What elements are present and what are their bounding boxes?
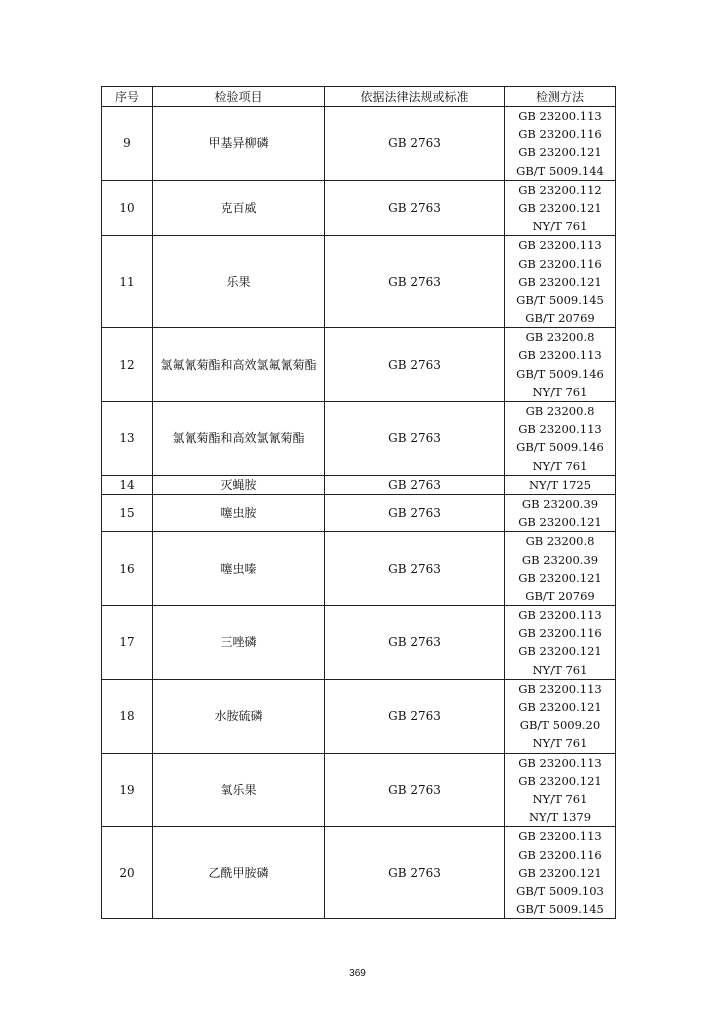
test-method: GB 23200.121 — [518, 865, 602, 880]
table-row — [102, 475, 616, 494]
test-method: GB 23200.121 — [518, 700, 602, 714]
test-method: GB 23200.113 — [518, 109, 602, 123]
standard-cell: GB 2763 — [325, 532, 505, 606]
inspection-item-cell: 氧乐果 — [153, 753, 325, 827]
serial-number-cell: 12 — [102, 328, 153, 402]
test-method: NY/T 761 — [532, 736, 588, 751]
standard-cell: GB 2763 — [325, 753, 505, 827]
inspection-item-cell: 氯氟氰菊酯和高效氯氟氰菊酯 — [153, 328, 325, 402]
standard-cell: GB 2763 — [325, 475, 505, 494]
serial-number-cell: 20 — [102, 827, 153, 919]
test-method: NY/T 761 — [532, 458, 588, 473]
header-legal-standard: 依据法律法规或标准 — [325, 87, 505, 107]
test-method-cell — [505, 606, 616, 680]
test-method: GB 23200.113 — [518, 348, 602, 363]
table-row — [102, 328, 616, 402]
test-method: GB 23200.113 — [518, 238, 602, 253]
test-method: GB 23200.121 — [518, 773, 602, 788]
test-method: GB 23200.113 — [518, 755, 602, 770]
serial-number-cell: 14 — [102, 475, 153, 494]
test-method-cell — [505, 236, 616, 328]
test-method: GB 23200.113 — [518, 829, 602, 844]
inspection-item-cell: 克百威 — [153, 180, 325, 236]
test-method-cell — [505, 475, 616, 494]
table-row — [102, 236, 616, 328]
table-row — [102, 827, 616, 919]
test-method-cell — [505, 328, 616, 402]
header-serial-number: 序号 — [102, 87, 153, 107]
serial-number-cell: 16 — [102, 532, 153, 606]
test-method: NY/T 761 — [532, 791, 588, 806]
serial-number-cell: 10 — [102, 180, 153, 236]
test-method-cell — [505, 827, 616, 919]
test-method-cell — [505, 402, 616, 476]
test-method: GB/T 5009.145 — [516, 902, 604, 917]
table-row — [102, 494, 616, 531]
test-method: GB 23200.8 — [525, 404, 595, 418]
test-method: GB 23200.113 — [518, 608, 602, 623]
test-method: NY/T 1379 — [528, 810, 592, 825]
header-inspection-item: 检验项目 — [153, 87, 325, 107]
header-test-method: 检测方法 — [505, 87, 616, 107]
standard-cell: GB 2763 — [325, 827, 505, 919]
test-method: GB 23200.121 — [518, 145, 602, 160]
serial-number-cell: 19 — [102, 753, 153, 827]
inspection-item-cell: 乙酰甲胺磷 — [153, 827, 325, 919]
test-method: GB 23200.39 — [521, 552, 599, 567]
test-method-cell — [505, 180, 616, 236]
test-method: GB/T 20769 — [525, 311, 595, 326]
standard-cell: GB 2763 — [325, 679, 505, 753]
table-row — [102, 606, 616, 680]
serial-number-cell: 17 — [102, 606, 153, 680]
table-row — [102, 180, 616, 236]
standard-cell: GB 2763 — [325, 606, 505, 680]
test-method: GB 23200.113 — [518, 422, 602, 437]
test-method-cell — [505, 753, 616, 827]
inspection-item-cell: 甲基异柳磷 — [153, 107, 325, 181]
test-method: GB 23200.121 — [518, 274, 602, 289]
test-method-cell — [505, 494, 616, 531]
test-method: GB 23200.121 — [518, 200, 602, 215]
inspection-table — [101, 86, 616, 919]
inspection-item-cell: 灭蝇胺 — [153, 475, 325, 494]
standard-cell: GB 2763 — [325, 107, 505, 181]
table-header-row — [102, 87, 616, 107]
serial-number-cell: 11 — [102, 236, 153, 328]
inspection-item-cell: 乐果 — [153, 236, 325, 328]
test-method: GB/T 5009.144 — [516, 163, 604, 178]
serial-number-cell: 15 — [102, 494, 153, 531]
table-row — [102, 402, 616, 476]
test-method: GB 23200.112 — [518, 182, 602, 197]
standard-cell: GB 2763 — [325, 236, 505, 328]
test-method: GB 23200.121 — [518, 570, 602, 585]
inspection-item-cell: 氯氰菊酯和高效氯氰菊酯 — [153, 402, 325, 476]
inspection-item-cell: 水胺硫磷 — [153, 679, 325, 753]
test-method-cell — [505, 679, 616, 753]
standard-cell: GB 2763 — [325, 180, 505, 236]
standard-cell: GB 2763 — [325, 402, 505, 476]
standard-cell: GB 2763 — [325, 494, 505, 531]
table-row — [102, 107, 616, 181]
test-method: GB/T 5009.146 — [516, 366, 604, 381]
table-row — [102, 753, 616, 827]
test-method: GB 23200.116 — [518, 847, 602, 862]
test-method: GB 23200.113 — [518, 681, 602, 696]
test-method: GB 23200.39 — [521, 496, 599, 511]
test-method: GB 23200.8 — [525, 534, 595, 549]
table-row — [102, 679, 616, 753]
serial-number-cell: 18 — [102, 679, 153, 753]
test-method: NY/T 761 — [532, 384, 588, 399]
test-method-cell — [505, 107, 616, 181]
serial-number-cell: 9 — [102, 107, 153, 181]
test-method: GB/T 5009.20 — [519, 718, 601, 733]
test-method: GB 23200.121 — [518, 515, 602, 530]
test-method: GB 23200.121 — [518, 644, 602, 659]
test-method: GB 23200.116 — [518, 127, 602, 142]
table-row — [102, 532, 616, 606]
inspection-item-cell: 三唑磷 — [153, 606, 325, 680]
test-method: GB/T 5009.145 — [516, 292, 604, 307]
page-number: 369 — [349, 968, 366, 979]
test-method: GB 23200.116 — [518, 256, 602, 271]
test-method: GB/T 5009.103 — [516, 883, 604, 898]
standard-cell: GB 2763 — [325, 328, 505, 402]
test-method: GB 23200.8 — [525, 330, 595, 345]
inspection-item-cell: 噻虫嗪 — [153, 532, 325, 606]
test-method: NY/T 761 — [532, 219, 588, 234]
serial-number-cell: 13 — [102, 402, 153, 476]
test-method: GB 23200.116 — [518, 626, 602, 641]
test-method: NY/T 1725 — [528, 477, 592, 492]
test-method: GB/T 20769 — [525, 588, 595, 603]
inspection-item-cell: 噻虫胺 — [153, 494, 325, 531]
test-method-cell — [505, 532, 616, 606]
test-method: NY/T 761 — [532, 662, 588, 677]
test-method: GB/T 5009.146 — [516, 440, 604, 455]
table-body — [102, 107, 616, 919]
